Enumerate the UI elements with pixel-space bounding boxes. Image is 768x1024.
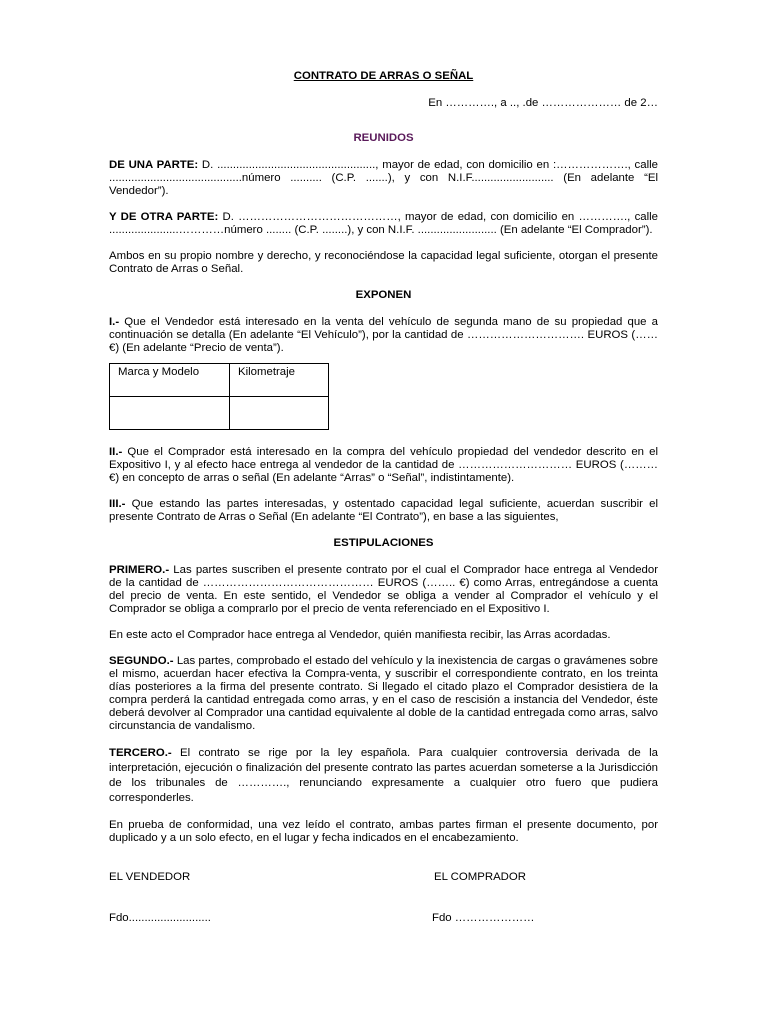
- section-heading-estipulaciones: ESTIPULACIONES: [333, 537, 434, 549]
- buyer-signature-title: EL COMPRADOR: [434, 871, 526, 883]
- vehicle-table-header-model: Marca y Modelo: [110, 364, 230, 397]
- exposition-1-text: Que el Vendedor está interesado en la venta del vehículo de segunda mano de su propiedad que a continuación se detalla (En adelante “El Vehículo”), por la cantidad de …………………………. EUROS (…… €) (En adelante “Precio de venta”).: [109, 316, 658, 354]
- contract-body: [109, 70, 658, 925]
- conformity-paragraph: En prueba de conformidad, una vez leído el contrato, ambas partes firman el presente documento, por duplicado y a un solo efecto, en el lugar y fecha indicados en el encabezamiento.: [109, 819, 658, 844]
- signature-lines: [109, 912, 658, 925]
- date-line: En …………., a .., .de ………………… de 2…: [428, 97, 658, 109]
- exposition-3: [109, 498, 658, 524]
- section-heading-reunidos: REUNIDOS: [353, 132, 414, 144]
- party-seller-paragraph: [109, 159, 658, 198]
- clause-primero-text: Las partes suscriben el presente contrato por el cual el Comprador hace entrega al Vendedor de la cantidad de ……………………………………… EUROS (…….. €) como Arras, entregándose a cuenta del precio de venta. En este sentido, el Vendedor se obliga a vender al Comprador el vehículo y el Comprador se obliga a comprarlo por el precio de venta referenciado en el Expositivo I.: [109, 564, 658, 615]
- clause-tercero-text: El contrato se rige por la ley española. Para cualquier controversia derivada de la interpretación, ejecución o finalización del presente contrato las partes acuerdan someterse a la Jurisdicción de los tribunales de …………., renunciando expresamente a cualquier otro fuero que pudiera corresponderles.: [109, 747, 658, 804]
- signature-titles: [109, 871, 658, 884]
- table-row: [110, 397, 329, 430]
- clause-primero-label: PRIMERO.-: [109, 564, 170, 576]
- clause-tercero: [109, 746, 658, 806]
- clause-segundo-text: Las partes, comprobado el estado del vehículo y la inexistencia de cargas o gravámenes sobre el mismo, acuerdan hacer efectiva la Compra-venta, y suscribir el correspondiente contrato, en los treinta días posteriores a la firma del presente contrato. Si llegado el citado plazo el Comprador desistiera de la compra perderá la cantidad entregada como arras, y en el caso de rescisión a instancia del Vendedor, éste deberá devolver al Comprador una cantidad equivalente al doble de la cantidad entregada como arras, salvo circunstancia de vandalismo.: [109, 655, 658, 732]
- vehicle-table-cell-model: [110, 397, 230, 430]
- clause-tercero-label: TERCERO.-: [109, 747, 172, 759]
- exposition-1-label: I.-: [109, 316, 120, 328]
- exposition-2-text: Que el Comprador está interesado en la compra del vehículo propiedad del vendedor descrito en el Expositivo I, y al efecto hace entrega al vendedor de la cantidad de ………………………… EUROS (……… €) en concepto de arras o señal (En adelante “Arras” o “Señal”, indistintamente).: [109, 446, 658, 484]
- seller-signature-title: EL VENDEDOR: [109, 871, 191, 883]
- exposition-3-text: Que estando las partes interesadas, y ostentado capacidad legal suficiente, acuerdan suscribir el presente Contrato de Arras o Señal (En adelante “El Contrato”), en base a las siguientes,: [109, 498, 658, 523]
- seller-signature-line: Fdo..........................: [109, 912, 211, 924]
- delivery-paragraph: En este acto el Comprador hace entrega al Vendedor, quién manifiesta recibir, las Arras acordadas.: [109, 629, 611, 641]
- vehicle-table-header-km: Kilometraje: [230, 364, 329, 397]
- clause-segundo: [109, 655, 658, 733]
- document-title: CONTRATO DE ARRAS O SEÑAL: [293, 70, 474, 82]
- section-heading-exponen: EXPONEN: [355, 289, 412, 301]
- exposition-2-label: II.-: [109, 446, 123, 458]
- clause-primero: [109, 564, 658, 616]
- party-buyer-paragraph: [109, 211, 658, 237]
- buyer-signature-line: Fdo …………………: [432, 912, 535, 924]
- exposition-1: [109, 316, 658, 355]
- exposition-2: [109, 446, 658, 485]
- exposition-3-label: III.-: [109, 498, 126, 510]
- capacity-paragraph: Ambos en su propio nombre y derecho, y reconociéndose la capacidad legal suficiente, otorgan el presente Contrato de Arras o Señal.: [109, 250, 658, 275]
- vehicle-table-cell-km: [230, 397, 329, 430]
- party-buyer-label: Y DE OTRA PARTE:: [109, 211, 219, 223]
- table-row: [110, 364, 329, 397]
- vehicle-table: [109, 363, 329, 430]
- party-seller-text: D. .................................................., mayor de edad, con domicilio en :………………., calle ..........................................número .......... (C.P. .......), y con N.I.F.......................... (En adelante “El Vendedor”).: [109, 159, 658, 197]
- clause-segundo-label: SEGUNDO.-: [109, 655, 174, 667]
- party-buyer-text: D. ……………………………………, mayor de edad, con domicilio en …………., calle ......................…………número ........ (C.P. ........), y con N.I.F. ......................... (En adelante “El Comprador”).: [109, 211, 658, 236]
- party-seller-label: DE UNA PARTE:: [109, 159, 199, 171]
